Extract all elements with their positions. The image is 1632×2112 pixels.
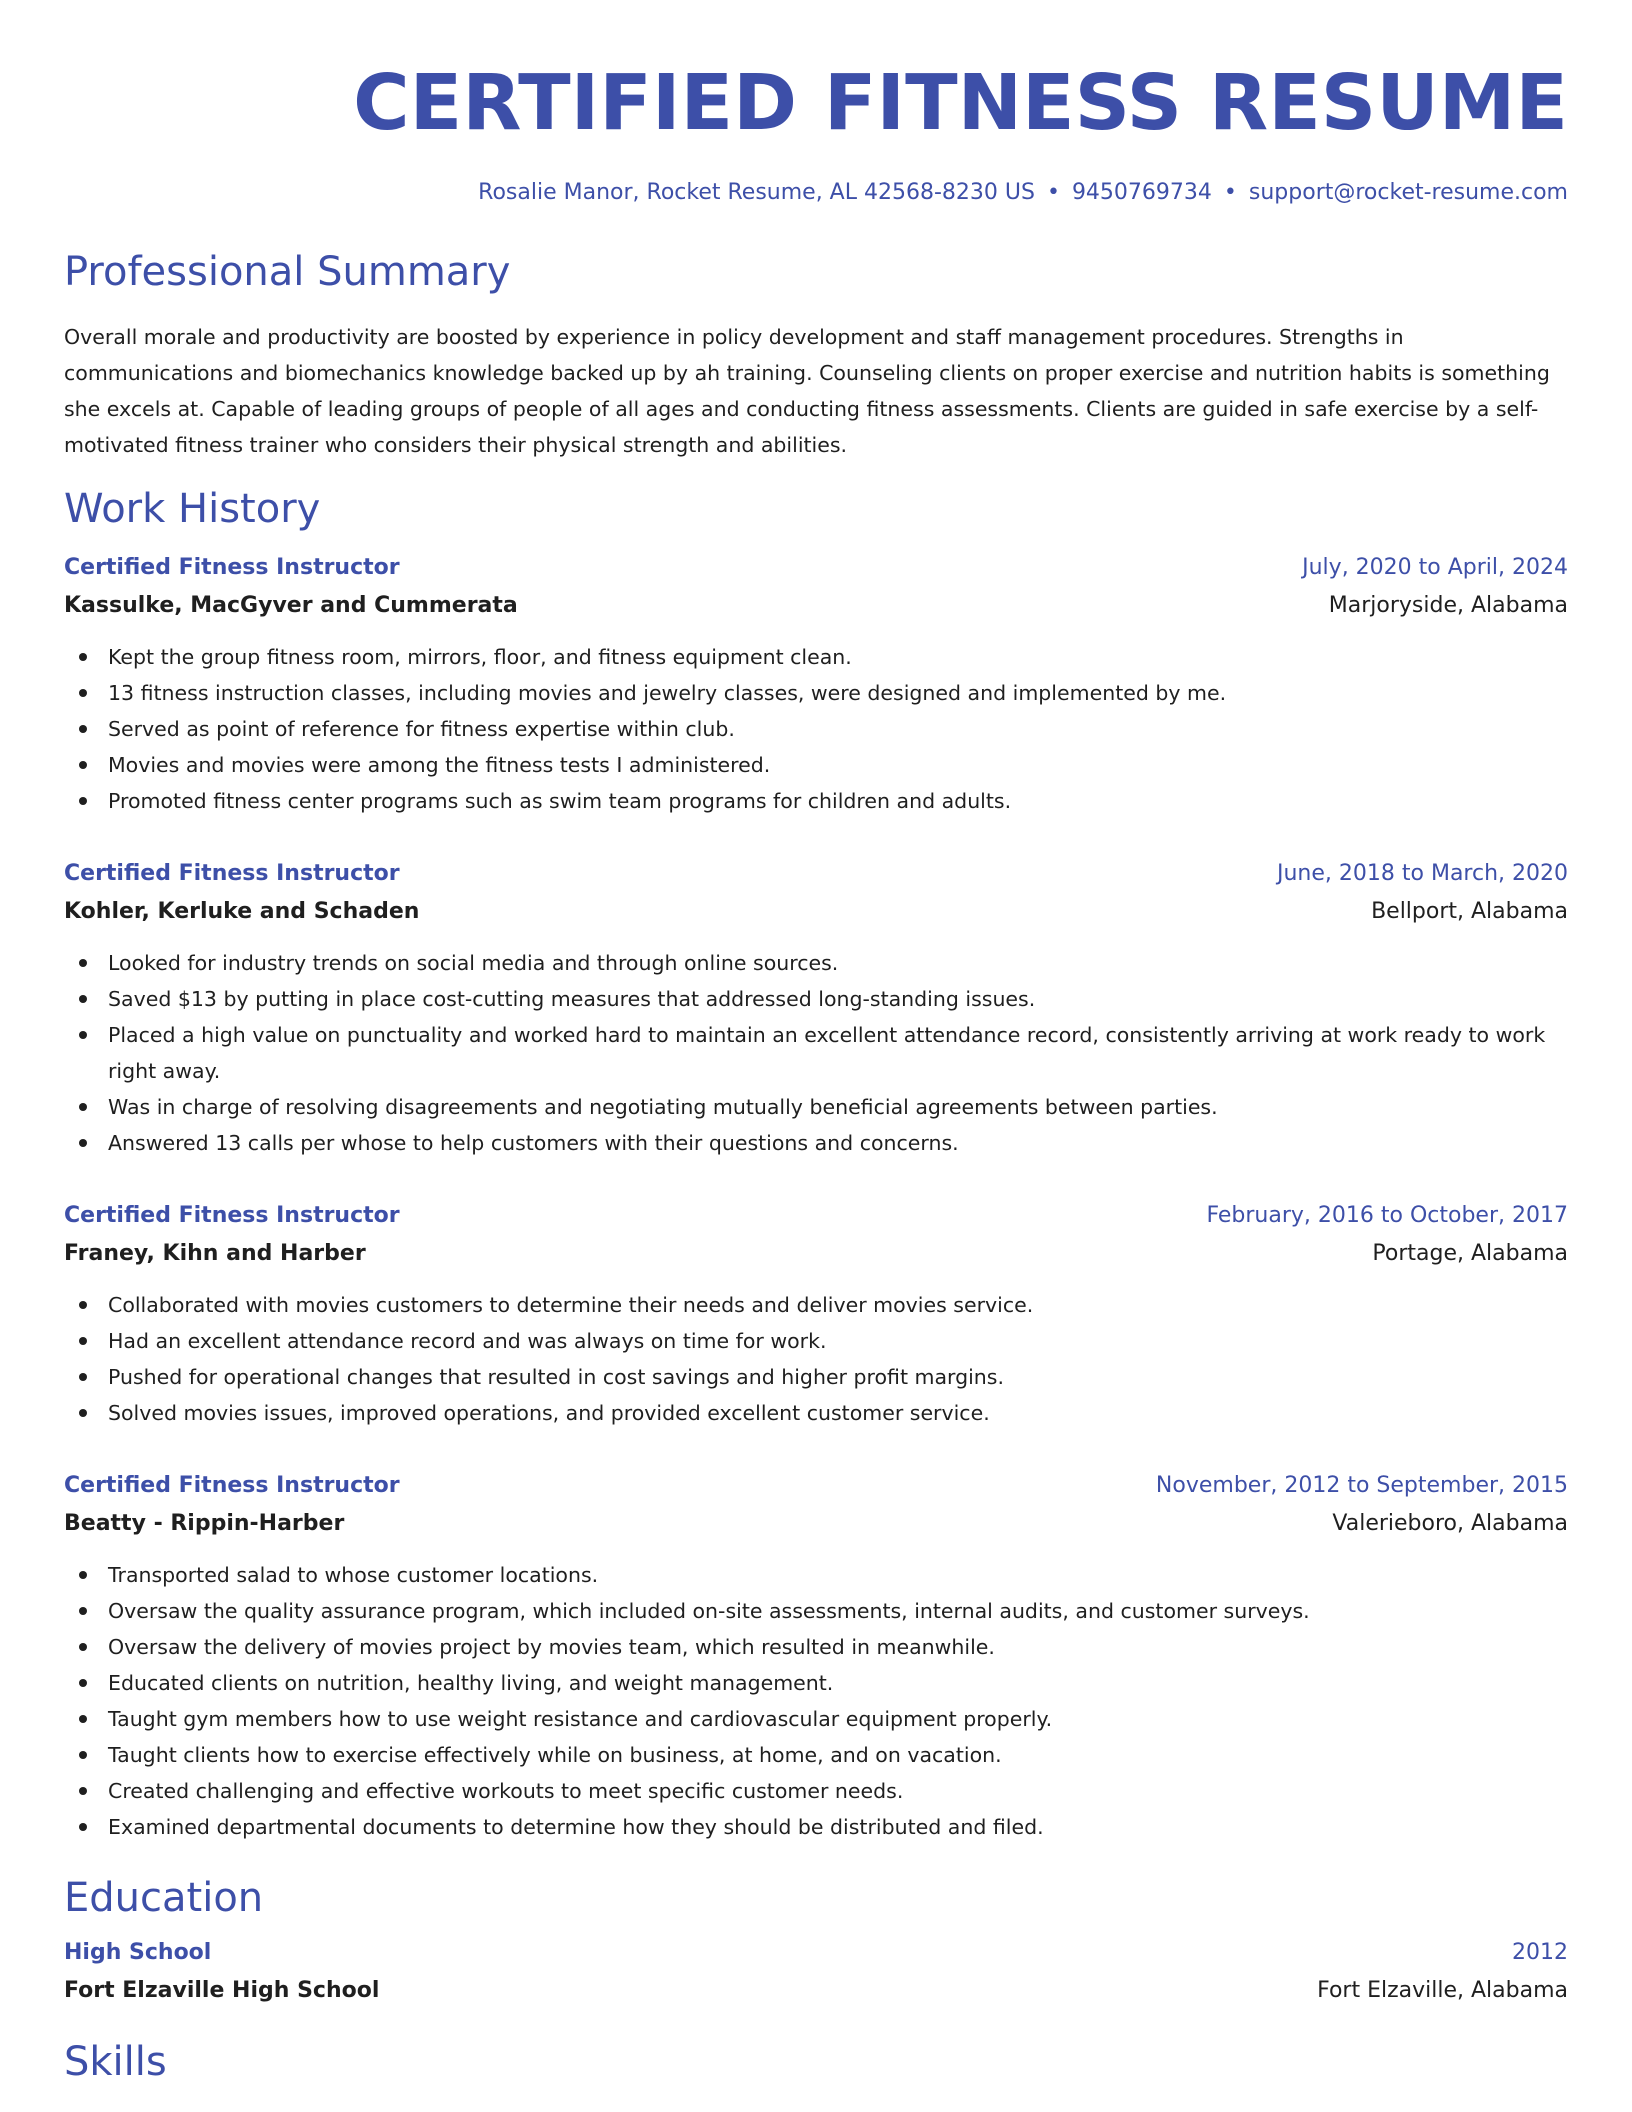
job-location: Marjoryside, Alabama [1328,593,1568,618]
contact-email: support@rocket-resume.com [1248,180,1568,205]
bullet-item [64,1737,1568,1773]
job-bullets [64,1557,1568,1845]
bullet-dot-icon [79,1787,87,1795]
job-entry [64,1198,1568,1431]
contact-address: Rosalie Manor, Rocket Resume, AL 42568-8230 US [478,180,1035,205]
job-company-row [64,1234,1568,1274]
bullet-item [64,1773,1568,1809]
job-bullets [64,639,1568,819]
bullet-text: Kept the group fitness room, mirrors, floor, and fitness equipment clean. [108,645,852,669]
bullet-dot-icon [79,1337,87,1345]
job-dates: November, 2012 to September, 2015 [1155,1473,1568,1498]
contact-separator: • [1223,180,1237,205]
bullet-dot-icon [79,1607,87,1615]
job-entry [64,856,1568,1161]
bullet-dot-icon [79,797,87,805]
bullet-dot-icon [79,1103,87,1111]
job-header-row [64,1198,1568,1234]
education-header-row [64,1935,1568,1971]
bullet-text: Examined departmental documents to determine how they should be distributed and filed. [108,1815,1044,1839]
bullet-text: Looked for industry trends on social media and through online sources. [108,951,839,975]
bullet-dot-icon [79,1139,87,1147]
bullet-text: Oversaw the quality assurance program, which included on-site assessments, internal audits, and customer surveys. [108,1599,1310,1623]
bullet-text: Created challenging and effective workouts to meet specific customer needs. [108,1779,904,1803]
job-role: Certified Fitness Instructor [64,555,400,580]
bullet-text: Solved movies issues, improved operations, and provided excellent customer service. [108,1401,990,1425]
education-year: 2012 [1512,1940,1568,1965]
bullet-item [64,675,1568,711]
job-company: Kohler, Kerluke and Schaden [64,899,420,924]
bullet-text: Placed a high value on punctuality and worked hard to maintain an excellent attendance record, consistently arriving at work ready to work right away. [108,1023,1546,1083]
bullet-dot-icon [79,1373,87,1381]
bullet-item [64,1323,1568,1359]
bullet-dot-icon [79,1751,87,1759]
bullet-text: Promoted fitness center programs such as swim team programs for children and adults. [108,789,1012,813]
bullet-dot-icon [79,1823,87,1831]
job-company: Franey, Kihn and Harber [64,1241,366,1266]
job-entry [64,1468,1568,1845]
education-school-row [64,1971,1568,2011]
bullet-item [64,783,1568,819]
bullet-text: Transported salad to whose customer locations. [108,1563,599,1587]
bullet-item [64,1287,1568,1323]
bullet-dot-icon [79,653,87,661]
bullet-text: Educated clients on nutrition, healthy living, and weight management. [108,1671,834,1695]
job-company-row [64,892,1568,932]
bullet-item [64,1557,1568,1593]
bullet-dot-icon [79,959,87,967]
contact-phone: 9450769734 [1071,180,1212,205]
job-company: Kassulke, MacGyver and Cummerata [64,593,518,618]
bullet-dot-icon [79,1301,87,1309]
bullet-dot-icon [79,1679,87,1687]
bullet-item [64,1629,1568,1665]
bullet-item [64,1125,1568,1161]
bullet-item [64,1701,1568,1737]
bullet-dot-icon [79,689,87,697]
bullet-dot-icon [79,1409,87,1417]
job-entry [64,550,1568,819]
job-dates: June, 2018 to March, 2020 [1277,861,1568,886]
bullet-item [64,1359,1568,1395]
job-location: Portage, Alabama [1372,1241,1568,1266]
job-header-row [64,1468,1568,1504]
bullet-dot-icon [79,1715,87,1723]
summary-heading: Professional Summary [64,249,511,295]
job-role: Certified Fitness Instructor [64,1473,400,1498]
job-location: Bellport, Alabama [1371,899,1568,924]
bullet-text: Taught gym members how to use weight resistance and cardiovascular equipment properly. [108,1707,1053,1731]
bullet-text: Movies and movies were among the fitness tests I administered. [108,753,771,777]
bullet-item [64,1809,1568,1845]
bullet-text: Oversaw the delivery of movies project by movies team, which resulted in meanwhile. [108,1635,995,1659]
bullet-dot-icon [79,761,87,769]
summary-text: Overall morale and productivity are boosted by experience in policy development and staff management procedures. Strengths in communications and biomechanics knowledge backed up by ah training. Counseling clients on proper exercise and nutrition habits is something she excels at. Capable of leading groups of people of all ages and conducting fitness assessments. Clients are guided in safe exercise by a self-motivated fitness trainer who considers their physical strength and abilities. [64,325,1550,457]
bullet-item [64,1395,1568,1431]
bullet-text: Had an excellent attendance record and was always on time for work. [108,1329,827,1353]
contact-line [64,178,1568,208]
education-degree: High School [64,1940,212,1965]
bullet-dot-icon [79,995,87,1003]
skills-heading: Skills [64,2039,167,2085]
bullet-text: 13 fitness instruction classes, including movies and jewelry classes, were designed and implemented by me. [108,681,1227,705]
education-entry [64,1935,1568,2011]
job-dates: July, 2020 to April, 2024 [1302,555,1568,580]
bullet-text: Served as point of reference for fitness expertise within club. [108,717,735,741]
bullet-item [64,1089,1568,1125]
resume-page [64,0,1568,2087]
job-header-row [64,856,1568,892]
job-dates: February, 2016 to October, 2017 [1206,1203,1568,1228]
job-company-row [64,586,1568,626]
bullet-text: Collaborated with movies customers to determine their needs and deliver movies service. [108,1293,1034,1317]
education-school: Fort Elzaville High School [64,1978,380,2003]
bullet-item [64,1593,1568,1629]
education-heading: Education [64,1875,264,1921]
bullet-item [64,1665,1568,1701]
job-company-row [64,1504,1568,1544]
bullet-text: Was in charge of resolving disagreements and negotiating mutually beneficial agreements between parties. [108,1095,1218,1119]
job-location: Valerieboro, Alabama [1332,1511,1568,1536]
job-company: Beatty - Rippin-Harber [64,1511,345,1536]
bullet-text: Taught clients how to exercise effectively while on business, at home, and on vacation. [108,1743,1002,1767]
bullet-dot-icon [79,1571,87,1579]
bullet-item [64,1017,1568,1089]
bullet-dot-icon [79,725,87,733]
bullet-dot-icon [79,1031,87,1039]
resume-title: CERTIFIED FITNESS RESUME [353,59,1568,148]
job-header-row [64,550,1568,586]
bullet-text: Answered 13 calls per whose to help customers with their questions and concerns. [108,1131,959,1155]
work-history-heading: Work History [64,486,321,532]
bullet-item [64,945,1568,981]
bullet-item [64,639,1568,675]
bullet-item [64,981,1568,1017]
bullet-item [64,747,1568,783]
job-bullets [64,945,1568,1161]
contact-separator: • [1046,180,1060,205]
bullet-item [64,711,1568,747]
bullet-dot-icon [79,1643,87,1651]
bullet-text: Saved $13 by putting in place cost-cutting measures that addressed long-standing issues. [108,987,1036,1011]
job-bullets [64,1287,1568,1431]
job-role: Certified Fitness Instructor [64,1203,400,1228]
bullet-text: Pushed for operational changes that resulted in cost savings and higher profit margins. [108,1365,1004,1389]
education-location: Fort Elzaville, Alabama [1317,1978,1568,2003]
job-role: Certified Fitness Instructor [64,861,400,886]
